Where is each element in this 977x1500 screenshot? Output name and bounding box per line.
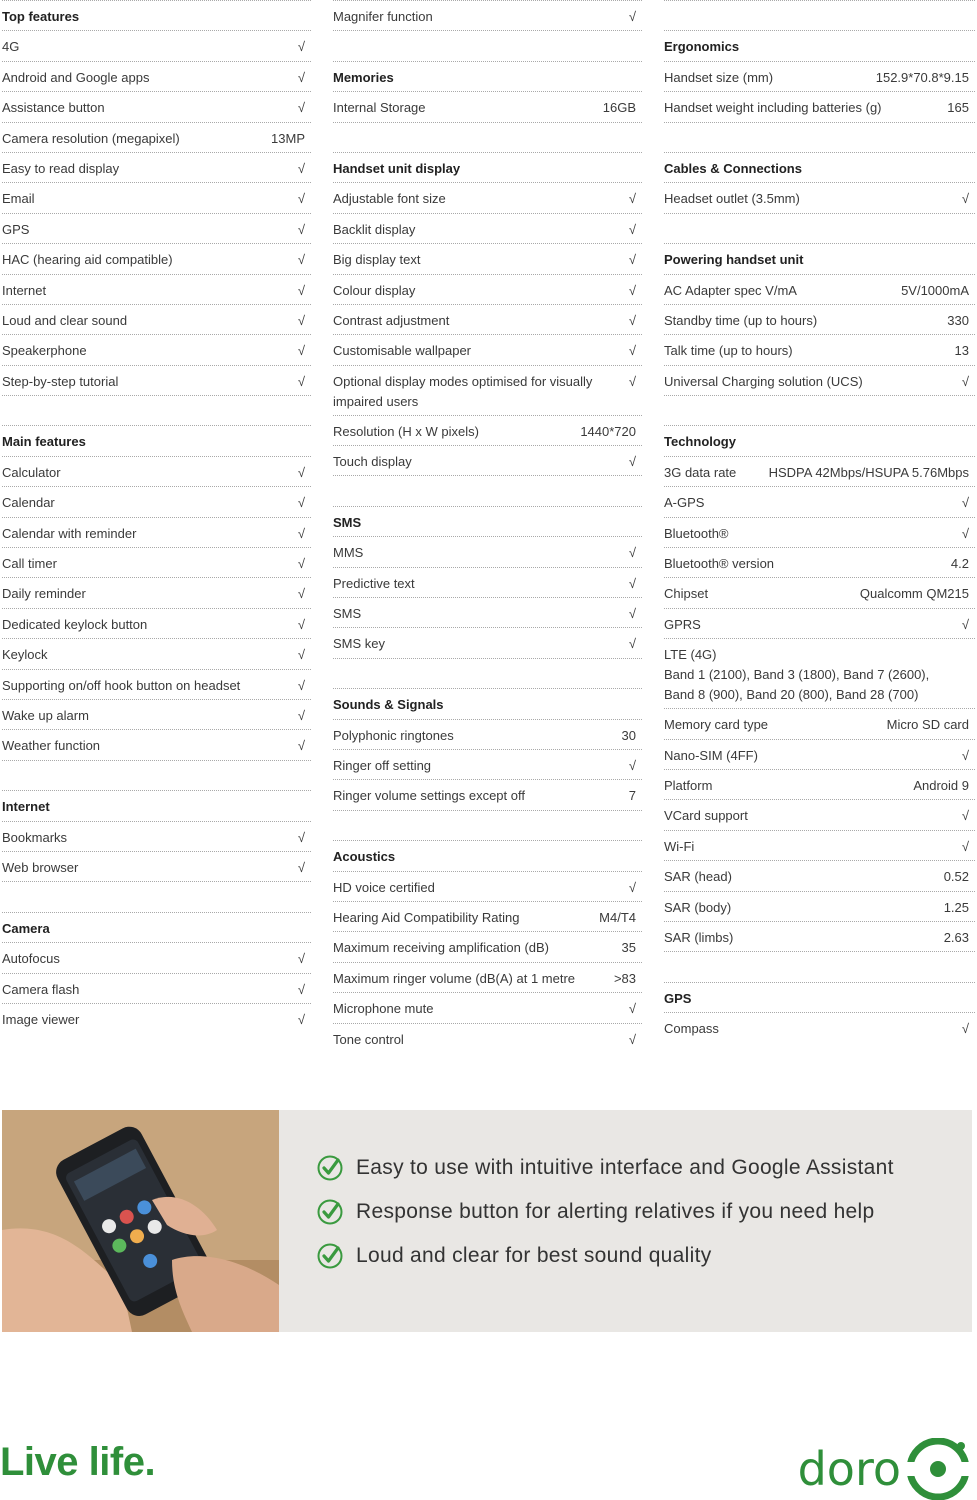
spec-value: √ — [961, 373, 969, 389]
spec-value: √ — [297, 556, 305, 572]
spec-value: √ — [628, 1001, 636, 1017]
spec-row — [664, 608, 975, 638]
spec-value: √ — [961, 525, 969, 541]
spec-label: Wi-Fi — [664, 838, 695, 854]
spec-label: Easy to read display — [2, 160, 120, 176]
spacer-row — [333, 475, 642, 505]
spec-label: Assistance button — [2, 100, 105, 116]
spec-row — [333, 962, 642, 992]
spec-row — [664, 517, 975, 547]
spec-label: Universal Charging solution (UCS) — [664, 373, 863, 389]
feature-text: Loud and clear for best sound quality — [356, 1244, 712, 1267]
spec-label: Speakerphone — [2, 343, 87, 359]
spec-value: √ — [628, 545, 636, 561]
spec-value: √ — [628, 454, 636, 470]
spec-row — [333, 1023, 642, 1053]
spec-value: √ — [961, 838, 969, 854]
spec-row — [2, 669, 311, 699]
spec-row — [2, 456, 311, 486]
spec-row — [333, 871, 642, 901]
spec-label: Optional display modes optimised for visually impaired users — [333, 373, 593, 409]
spec-row — [2, 699, 311, 729]
spec-label: Colour display — [333, 282, 416, 298]
section-title: Cables & Connections — [664, 160, 802, 176]
spacer-row — [664, 122, 975, 152]
spec-row — [664, 921, 975, 951]
spec-value: √ — [628, 879, 636, 895]
brand-name: doro — [797, 1442, 901, 1496]
spec-value: √ — [628, 636, 636, 652]
spec-value: √ — [297, 525, 305, 541]
spec-row — [333, 627, 642, 657]
spec-value: √ — [297, 69, 305, 85]
spec-row — [664, 91, 975, 121]
section-title: Internet — [2, 799, 50, 815]
spec-label: Nano-SIM (4FF) — [664, 747, 758, 763]
spec-label: GPS — [2, 221, 30, 237]
spec-label: Daily reminder — [2, 586, 86, 602]
spec-value: √ — [297, 343, 305, 359]
check-circle-icon — [316, 1242, 344, 1270]
spec-value: √ — [628, 1031, 636, 1047]
section-header — [333, 506, 642, 536]
spec-row — [2, 1003, 311, 1033]
spec-row — [664, 1012, 975, 1042]
spec-row — [2, 729, 311, 759]
spec-label: SAR (limbs) — [664, 929, 734, 945]
spec-label: Android and Google apps — [2, 69, 150, 85]
spec-value: √ — [628, 606, 636, 622]
spec-value: √ — [297, 859, 305, 875]
product-photo — [2, 1110, 279, 1332]
spec-value: √ — [961, 1021, 969, 1037]
spec-label: HD voice certified — [333, 879, 435, 895]
spacer-row — [333, 30, 642, 60]
spec-row — [333, 304, 642, 334]
promo-band — [2, 1110, 972, 1332]
spec-value: √ — [628, 252, 636, 268]
check-circle-icon — [316, 1198, 344, 1226]
spec-row — [664, 708, 975, 738]
spec-value: √ — [628, 757, 636, 773]
spec-value: 0.52 — [943, 869, 969, 885]
spec-label: Wake up alarm — [2, 707, 89, 723]
spec-value: >83 — [613, 970, 636, 986]
spec-row — [664, 456, 975, 486]
spacer-row — [333, 122, 642, 152]
spec-row — [333, 365, 642, 415]
spec-row — [2, 243, 311, 273]
section-header — [664, 30, 975, 60]
spec-value: √ — [297, 738, 305, 754]
spec-row — [333, 445, 642, 475]
spec-value: √ — [297, 616, 305, 632]
spec-value: √ — [961, 747, 969, 763]
spec-label: Internal Storage — [333, 100, 426, 116]
section-title: Technology — [664, 434, 736, 450]
spec-label: Microphone mute — [333, 1001, 434, 1017]
spec-row — [664, 739, 975, 769]
section-title: GPS — [664, 990, 692, 1006]
spec-label: Hearing Aid Compatibility Rating — [333, 909, 520, 925]
spec-row — [664, 547, 975, 577]
section-title: Top features — [2, 9, 80, 24]
check-circle-icon — [316, 1154, 344, 1182]
spec-row — [2, 547, 311, 577]
section-header — [333, 840, 642, 870]
spec-value: 7 — [628, 788, 636, 804]
spec-row — [664, 61, 975, 91]
spec-value: √ — [297, 191, 305, 207]
spec-label: SMS key — [333, 636, 386, 652]
spec-label: Contrast adjustment — [333, 312, 450, 328]
spec-column-2 — [333, 0, 642, 1053]
spec-label: Calculator — [2, 464, 61, 480]
spec-label: SAR (body) — [664, 899, 732, 915]
spec-value: √ — [297, 464, 305, 480]
spec-value: √ — [297, 39, 305, 55]
spacer-row — [333, 658, 642, 688]
spec-column-3 — [664, 0, 975, 1043]
spec-label: Ringer volume settings except off — [333, 788, 525, 804]
spacer-row — [664, 0, 975, 30]
spec-row — [2, 182, 311, 212]
spec-value: √ — [628, 312, 636, 328]
section-header — [664, 152, 975, 182]
spec-value: 2.63 — [943, 929, 969, 945]
spec-row — [2, 973, 311, 1003]
section-header — [2, 0, 311, 30]
feature-item — [316, 1146, 894, 1190]
spec-row — [333, 992, 642, 1022]
section-title: Powering handset unit — [664, 252, 804, 268]
spec-label: Autofocus — [2, 951, 60, 967]
spec-label: Backlit display — [333, 221, 416, 237]
spec-value: 30 — [621, 727, 636, 743]
section-header — [2, 912, 311, 942]
spec-value: 5V/1000mA — [901, 282, 969, 298]
spec-value: √ — [628, 191, 636, 207]
section-header — [333, 152, 642, 182]
spec-value: √ — [297, 829, 305, 845]
spec-label: HAC (hearing aid compatible) — [2, 252, 173, 268]
spec-row — [333, 901, 642, 931]
section-header — [333, 61, 642, 91]
spec-label: Headset outlet (3.5mm) — [664, 191, 800, 207]
spec-label: Image viewer — [2, 1011, 80, 1027]
spec-row — [333, 536, 642, 566]
spec-row — [333, 779, 642, 809]
spec-value: 1440*720 — [580, 423, 636, 439]
spec-row — [664, 799, 975, 829]
spec-value: √ — [297, 373, 305, 389]
feature-list — [316, 1146, 894, 1278]
spec-row — [333, 274, 642, 304]
spec-row — [664, 769, 975, 799]
spec-row — [333, 182, 642, 212]
spec-row — [333, 597, 642, 627]
spec-row — [2, 577, 311, 607]
spec-row — [2, 486, 311, 516]
spec-value: 35 — [621, 940, 636, 956]
spec-value: √ — [297, 677, 305, 693]
spec-label: Web browser — [2, 859, 79, 875]
spec-label: GPRS — [664, 616, 701, 632]
spacer-row — [664, 951, 975, 981]
spec-row — [2, 821, 311, 851]
spec-label: Tone control — [333, 1031, 404, 1047]
spec-row — [2, 517, 311, 547]
spec-label: Calendar with reminder — [2, 525, 137, 541]
spec-row — [2, 638, 311, 668]
spec-value: 165 — [947, 100, 969, 116]
spec-row — [664, 891, 975, 921]
spec-value: 13 — [954, 343, 969, 359]
spec-row — [333, 91, 642, 121]
section-title: SMS — [333, 514, 362, 530]
spec-row — [664, 486, 975, 516]
phone-in-hand-image — [2, 1110, 279, 1332]
spec-label: 4G — [2, 39, 20, 55]
section-title: Acoustics — [333, 849, 396, 865]
spec-label: LTE (4G) Band 1 (2100), Band 3 (1800), Band 7 (2600), Band 8 (900), Band 20 (800), Band 28 (700) — [664, 647, 930, 703]
spec-row — [664, 304, 975, 334]
feature-text: Response button for alerting relatives if you need help — [356, 1200, 875, 1223]
spec-value: √ — [297, 495, 305, 511]
spec-value: √ — [961, 191, 969, 207]
spec-label: Camera flash — [2, 981, 80, 997]
spec-row — [2, 213, 311, 243]
spec-row — [2, 91, 311, 121]
spec-label: Dedicated keylock button — [2, 616, 148, 632]
spec-label: Bookmarks — [2, 829, 68, 845]
spec-label: SMS — [333, 606, 362, 622]
spacer-row — [664, 213, 975, 243]
spec-value: √ — [297, 221, 305, 237]
spec-label: Step-by-step tutorial — [2, 373, 119, 389]
spec-label: Supporting on/off hook button on headset — [2, 677, 241, 693]
spec-label: Resolution (H x W pixels) — [333, 423, 479, 439]
spec-label: Customisable wallpaper — [333, 343, 472, 359]
spec-value: 330 — [947, 312, 969, 328]
doro-emblem-icon — [907, 1438, 969, 1500]
spec-value: 13MP — [271, 130, 305, 146]
spec-value: √ — [297, 647, 305, 663]
spec-value: M4/T4 — [599, 909, 636, 925]
spec-label: Polyphonic ringtones — [333, 727, 454, 743]
spec-label: Touch display — [333, 454, 412, 470]
spec-label: Big display text — [333, 252, 421, 268]
spec-row — [333, 749, 642, 779]
spec-label: Bluetooth® version — [664, 556, 775, 572]
feature-text: Easy to use with intuitive interface and Google Assistant — [356, 1156, 894, 1179]
spec-row — [664, 334, 975, 364]
section-title: Main features — [2, 434, 86, 450]
spec-value: 1.25 — [943, 899, 969, 915]
spec-row — [2, 608, 311, 638]
spec-label: Chipset — [664, 586, 709, 602]
spec-row — [2, 365, 311, 395]
spec-label: Email — [2, 191, 35, 207]
spec-value: √ — [628, 373, 636, 389]
spec-label: Calendar — [2, 495, 55, 511]
spec-value: √ — [297, 160, 305, 176]
spacer-row — [333, 810, 642, 840]
spec-value: 4.2 — [950, 556, 969, 572]
spec-value: √ — [297, 282, 305, 298]
spec-value: √ — [297, 312, 305, 328]
spec-value: √ — [628, 9, 636, 24]
spec-label: Loud and clear sound — [2, 312, 128, 328]
spec-label: A-GPS — [664, 495, 705, 511]
spec-value: √ — [297, 586, 305, 602]
tagline: Live life. — [0, 1440, 156, 1484]
spec-label: Talk time (up to hours) — [664, 343, 793, 359]
spec-row — [333, 415, 642, 445]
spec-label: Weather function — [2, 738, 101, 754]
spacer-row — [664, 395, 975, 425]
spec-row — [2, 152, 311, 182]
feature-item — [316, 1234, 894, 1278]
spec-label: Platform — [664, 777, 713, 793]
spec-label: Predictive text — [333, 575, 415, 591]
spec-row — [664, 365, 975, 395]
feature-item — [316, 1190, 894, 1234]
spec-value: √ — [297, 1011, 305, 1027]
spec-row — [664, 638, 975, 708]
spec-row — [2, 334, 311, 364]
spec-row — [2, 304, 311, 334]
spec-row — [2, 274, 311, 304]
section-title: Ergonomics — [664, 39, 740, 55]
section-header — [333, 688, 642, 718]
spec-value: √ — [628, 575, 636, 591]
section-title: Handset unit display — [333, 160, 461, 176]
spec-label: Maximum ringer volume (dB(A) at 1 metre — [333, 970, 576, 986]
spec-label: Keylock — [2, 647, 48, 663]
spec-row — [2, 122, 311, 152]
spec-value: √ — [297, 951, 305, 967]
spec-row — [2, 30, 311, 60]
spacer-row — [2, 881, 311, 911]
section-title: Camera — [2, 920, 50, 936]
spec-value: √ — [961, 808, 969, 824]
section-title: Memories — [333, 69, 394, 85]
spec-value: √ — [628, 282, 636, 298]
spec-label: Bluetooth® — [664, 525, 729, 541]
spec-row — [333, 931, 642, 961]
spec-value: 152.9*70.8*9.15 — [875, 69, 969, 85]
spec-row — [333, 567, 642, 597]
spec-row — [664, 830, 975, 860]
spec-row — [664, 860, 975, 890]
spec-label: Standby time (up to hours) — [664, 312, 818, 328]
spec-label: Adjustable font size — [333, 191, 446, 207]
spec-label: Magnifer function — [333, 9, 433, 24]
spec-row — [664, 274, 975, 304]
spec-label: SAR (head) — [664, 869, 732, 885]
section-header — [664, 243, 975, 273]
spec-row — [664, 577, 975, 607]
spec-label: Ringer off setting — [333, 757, 432, 773]
spec-row — [333, 719, 642, 749]
spec-label: Handset weight including batteries (g) — [664, 100, 882, 116]
section-header — [664, 982, 975, 1012]
spec-value: √ — [961, 616, 969, 632]
spec-value: √ — [297, 981, 305, 997]
spec-value: Qualcomm QM215 — [859, 586, 969, 602]
spec-value: Android 9 — [913, 777, 969, 793]
spec-row — [333, 0, 642, 30]
spec-label: Call timer — [2, 556, 57, 572]
spec-value: √ — [297, 707, 305, 723]
spec-value: 16GB — [602, 100, 636, 116]
spec-value: HSDPA 42Mbps/HSUPA 5.76Mbps — [768, 464, 969, 480]
spec-row — [333, 243, 642, 273]
spec-row — [333, 334, 642, 364]
spacer-row — [2, 760, 311, 790]
spec-value: √ — [297, 100, 305, 116]
spec-value: √ — [628, 343, 636, 359]
section-title: Sounds & Signals — [333, 697, 444, 713]
spec-row — [664, 182, 975, 212]
spec-label: VCard support — [664, 808, 748, 824]
spec-label: 3G data rate — [664, 464, 737, 480]
section-header — [664, 425, 975, 455]
spec-row — [2, 942, 311, 972]
spacer-row — [2, 395, 311, 425]
spec-label: AC Adapter spec V/mA — [664, 282, 797, 298]
spec-row — [2, 61, 311, 91]
spec-label: Camera resolution (megapixel) — [2, 130, 180, 146]
spec-value: √ — [297, 252, 305, 268]
spec-column-1 — [2, 0, 311, 1033]
spec-label: Handset size (mm) — [664, 69, 774, 85]
spec-label: Maximum receiving amplification (dB) — [333, 940, 550, 956]
spec-row — [2, 851, 311, 881]
section-header — [2, 790, 311, 820]
spec-label: Memory card type — [664, 717, 769, 733]
spec-label: Compass — [664, 1021, 719, 1037]
spec-row — [333, 213, 642, 243]
spec-value: Micro SD card — [886, 717, 969, 733]
spec-label: Internet — [2, 282, 47, 298]
spec-value: √ — [961, 495, 969, 511]
spec-value: √ — [628, 221, 636, 237]
spec-label: MMS — [333, 545, 364, 561]
section-header — [2, 425, 311, 455]
brand-logo — [798, 1438, 969, 1500]
